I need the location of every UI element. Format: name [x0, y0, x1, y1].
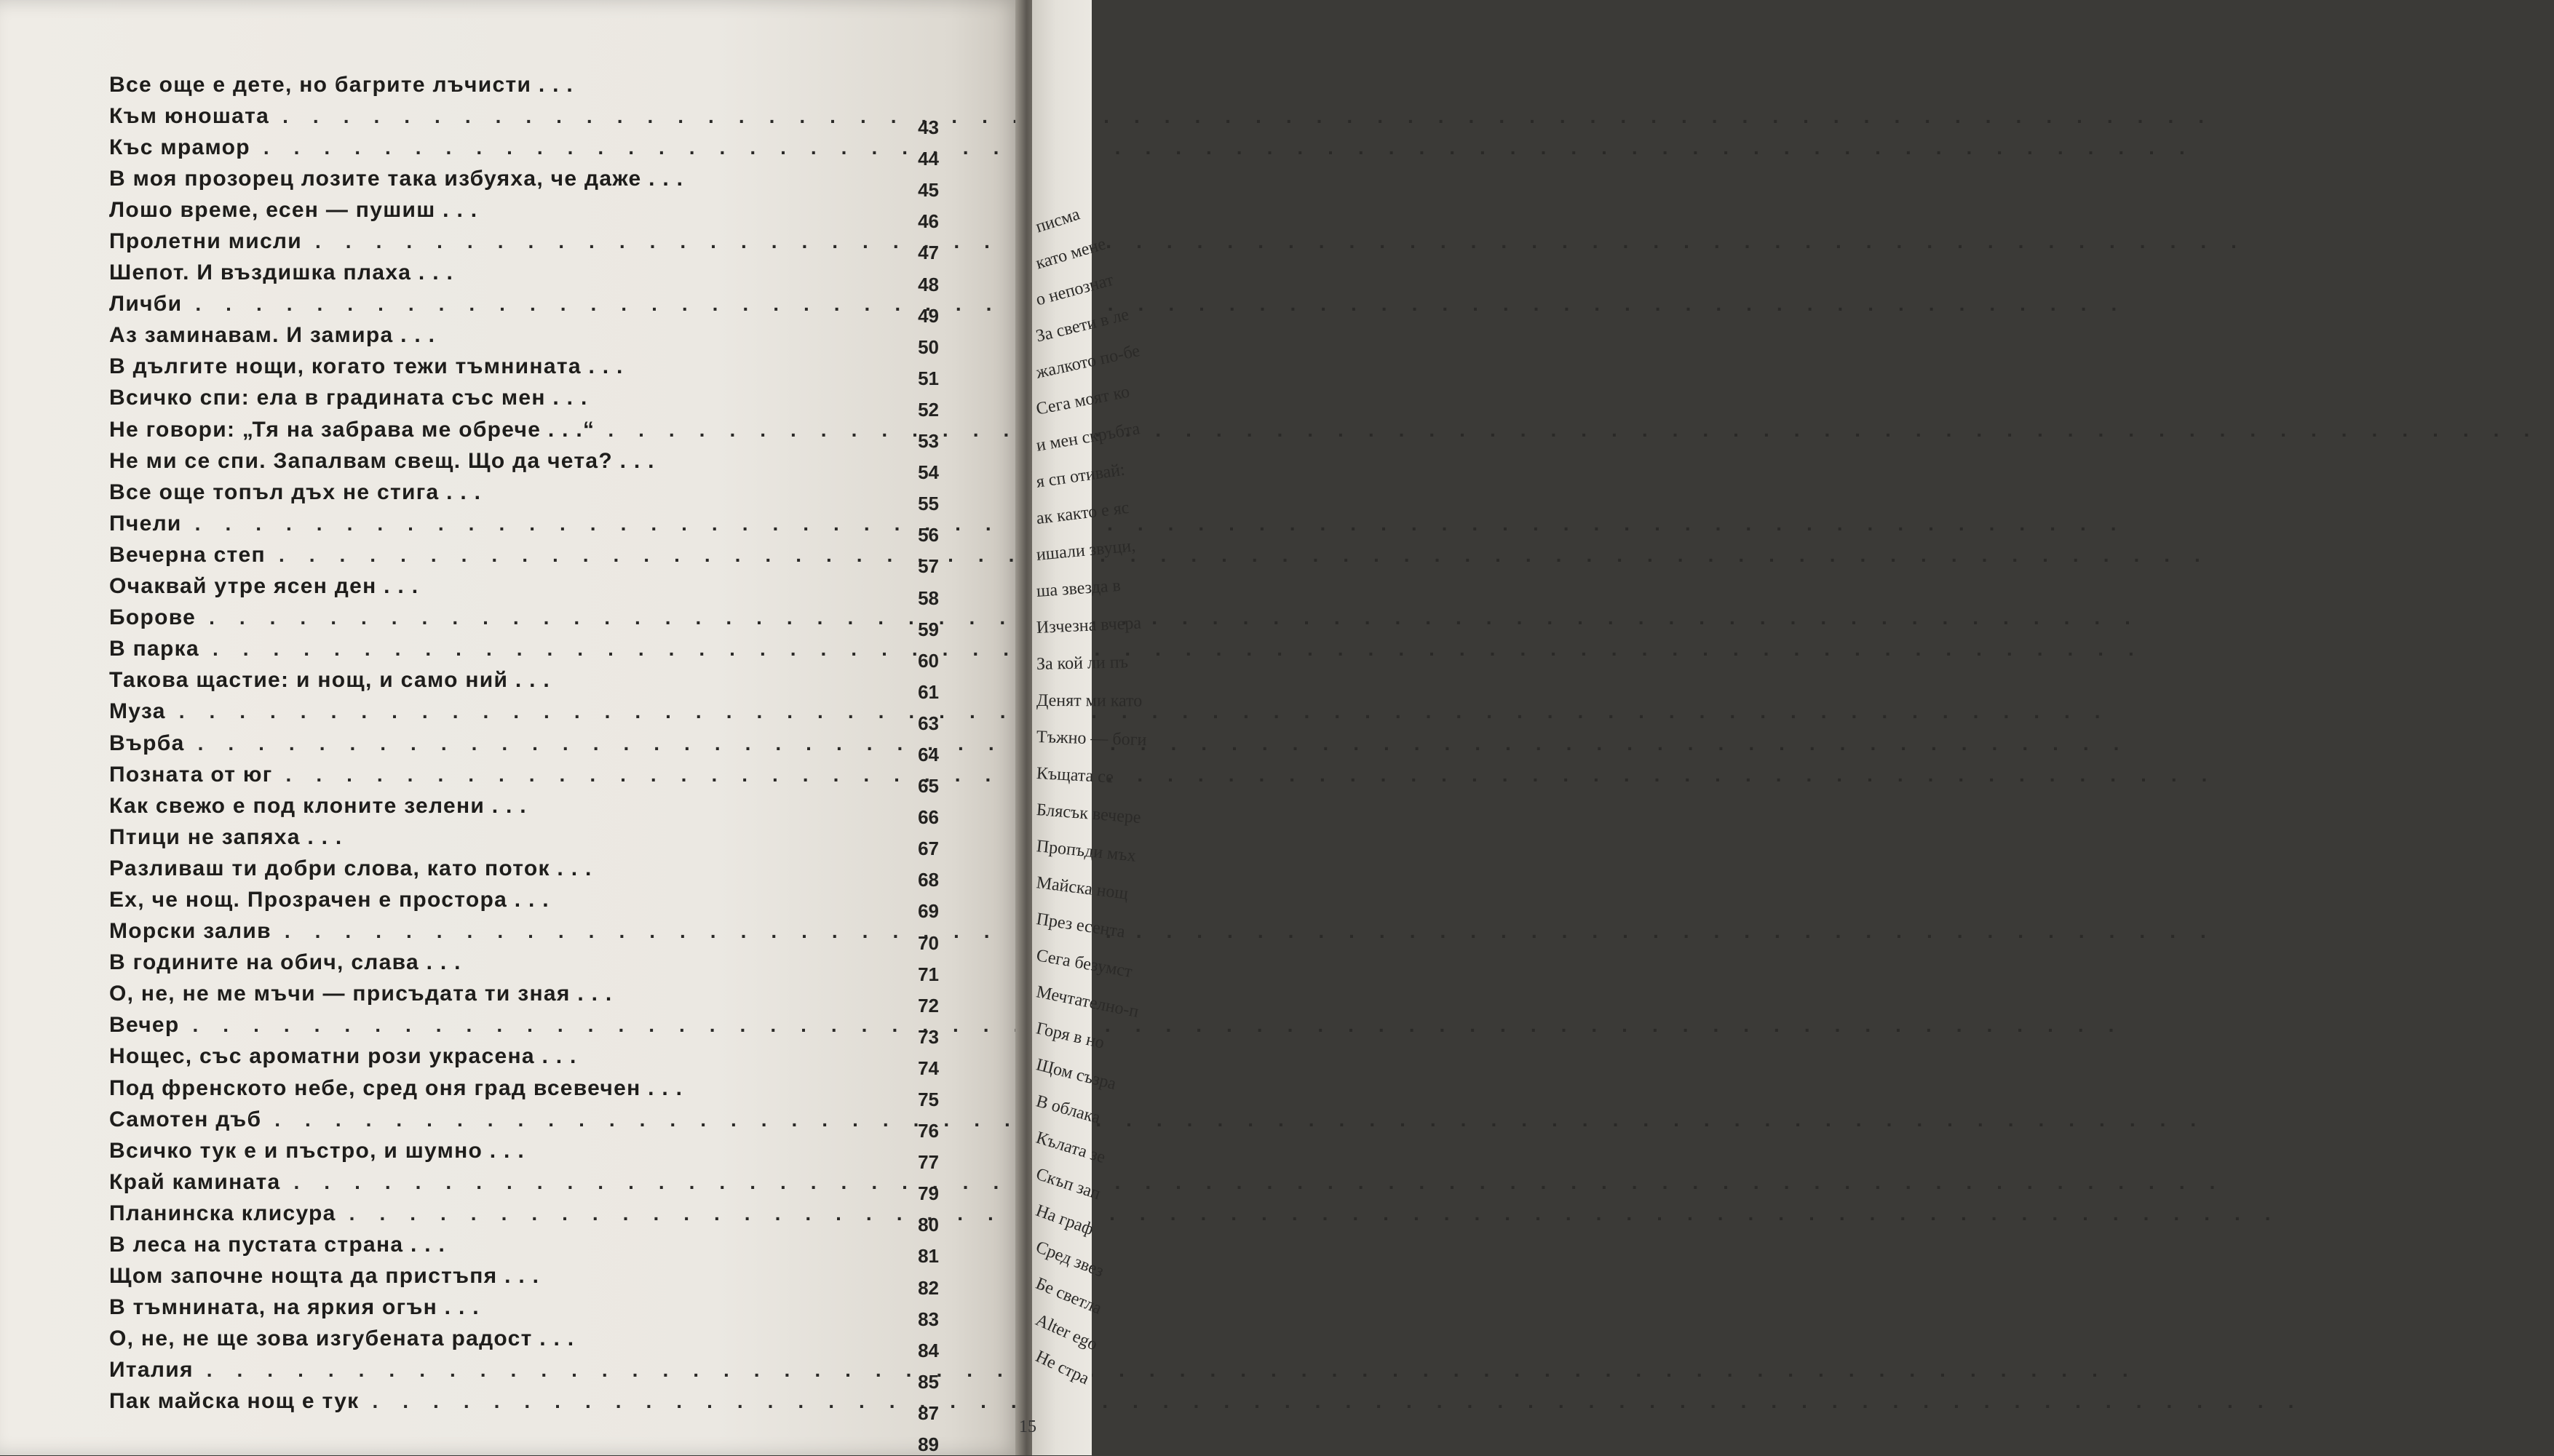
- toc-entry: [109, 1261, 968, 1299]
- toc-entry: [109, 320, 968, 358]
- toc-entry-title: В дългите нощи, когато тежи тъмнината . . .: [109, 354, 624, 379]
- right-page-line-fragment: През есента: [1035, 910, 1127, 942]
- toc-entry-page-number: 70: [918, 931, 939, 954]
- toc-entry-title: Муза: [109, 699, 166, 724]
- toc-entry: [109, 759, 968, 797]
- right-page-line-fragment: писма: [1033, 204, 1082, 237]
- toc-entry-title: Лошо време, есен — пушиш . . .: [109, 197, 478, 222]
- toc-entry-page-number: 43: [918, 116, 939, 139]
- dot-leader: [196, 606, 2155, 629]
- toc-entry: [109, 1229, 968, 1268]
- toc-entry-page-number: 52: [918, 398, 939, 421]
- toc-entry: [109, 696, 968, 734]
- right-page-line-fragment: жалкото по-бе: [1034, 341, 1142, 383]
- toc-entry: [109, 1324, 968, 1361]
- right-page-line-fragment: я сп отивай:: [1035, 460, 1127, 492]
- right-page-line-fragment: Блясък вечере: [1036, 800, 1142, 827]
- toc-entry-title: Не ми се спи. Запалвам свещ. Що да чета? . . .: [109, 448, 655, 473]
- toc-entry-page-number: 64: [918, 743, 939, 765]
- toc-entry-page-number: 84: [918, 1339, 939, 1361]
- toc-entry-title: Самотен дъб: [109, 1107, 262, 1131]
- toc-entry: [109, 602, 968, 640]
- toc-entry-page-number: 54: [918, 461, 939, 484]
- toc-entry: [109, 289, 968, 327]
- toc-entry: [109, 1198, 968, 1236]
- table-of-contents: [109, 69, 968, 1456]
- toc-entry-title: В парка: [109, 637, 199, 661]
- toc-entry: [109, 822, 968, 860]
- right-page-line-fragment: Не стра: [1032, 1347, 1092, 1389]
- right-page-line-fragment: ша звезда в: [1036, 576, 1122, 601]
- dot-leader: [182, 293, 2141, 316]
- dot-leader: [273, 763, 2232, 787]
- toc-entry-page-number: 79: [918, 1182, 939, 1205]
- dot-leader: [281, 1171, 2240, 1194]
- toc-entry-page-number: 89: [918, 1433, 939, 1456]
- toc-entry: [109, 539, 968, 578]
- toc-entry-title: Морски залив: [109, 919, 271, 944]
- dot-leader: [250, 136, 2210, 159]
- right-page-line-fragment: Пропъди мъх: [1035, 837, 1137, 866]
- toc-entry-page-number: 59: [918, 618, 939, 640]
- toc-entry-page-number: 47: [918, 242, 939, 264]
- toc-entry-page-number: 81: [918, 1245, 939, 1268]
- right-page-line-fragment: Денят ми като: [1036, 691, 1143, 711]
- right-page-line-fragment: Сега безумст: [1034, 946, 1134, 982]
- toc-entry: [109, 383, 968, 421]
- toc-entry-title: В тъмнината, на яркия огън . . .: [109, 1295, 480, 1320]
- toc-entry: [109, 69, 968, 100]
- toc-entry: [109, 351, 968, 389]
- toc-entry-page-number: 44: [918, 148, 939, 170]
- right-page-line-fragment: като мене: [1034, 234, 1109, 274]
- toc-entry-page-number: 46: [918, 210, 939, 233]
- toc-entry-page-number: 49: [918, 304, 939, 327]
- dot-leader: [194, 1358, 2153, 1382]
- toc-entry: [109, 634, 968, 672]
- toc-entry-title: Аз заминавам. И замира . . .: [109, 323, 436, 348]
- dot-leader: [595, 418, 2554, 442]
- toc-entry-title: В леса на пустата страна . . .: [109, 1233, 446, 1257]
- toc-entry-title: В моя прозорец лозите така избуяха, че даже . . .: [109, 166, 684, 191]
- toc-entry: [109, 445, 968, 484]
- toc-entry-title: Птици не запяха . . .: [109, 824, 343, 849]
- toc-entry-title: Позната от юг: [109, 762, 273, 787]
- dot-leader: [185, 732, 2144, 755]
- toc-entry-title: Вечер: [109, 1013, 180, 1038]
- right-page-line-fragment: Сред звез: [1033, 1237, 1106, 1281]
- right-page-line-fragment: ишали звуци,: [1035, 536, 1137, 565]
- toc-entry-title: Върба: [109, 731, 185, 755]
- dot-leader: [266, 544, 2225, 567]
- toc-entry-page-number: 87: [918, 1401, 939, 1424]
- toc-entry-page-number: 55: [918, 493, 939, 515]
- dot-leader: [269, 105, 2229, 128]
- toc-entry-title: Борове: [109, 605, 197, 630]
- toc-entry-title: Такова щастие: и нощ, и само ний . . .: [109, 668, 551, 693]
- right-page-line-fragment: Изчезна вчера: [1036, 613, 1142, 637]
- toc-entry: [109, 1355, 968, 1393]
- toc-entry-page-number: 72: [918, 994, 939, 1017]
- toc-entry: [109, 258, 968, 295]
- right-page-line-fragment: Бе светла: [1033, 1274, 1105, 1318]
- toc-entry-page-number: 67: [918, 838, 939, 860]
- toc-entry: [109, 790, 968, 829]
- toc-entry: [109, 1010, 968, 1048]
- toc-entry: [109, 979, 968, 1017]
- toc-entry: [109, 414, 968, 453]
- toc-entry-page-number: 61: [918, 680, 939, 703]
- toc-entry: [109, 1104, 968, 1142]
- dot-leader: [360, 1390, 2319, 1413]
- toc-entry-title: Не говори: „Тя на забрава ме обрече . . .“: [109, 417, 595, 442]
- toc-entry-page-number: 80: [918, 1214, 939, 1236]
- right-page-line-fragment: Щом съзра: [1034, 1055, 1119, 1094]
- right-page-line-fragment: о непознат: [1034, 270, 1116, 310]
- toc-entry-page-number: 71: [918, 963, 939, 985]
- toc-entry: [109, 132, 968, 170]
- right-page-line-fragment: Скъп зап: [1034, 1164, 1103, 1204]
- toc-entry-title: Все още топъл дъх не стига . . .: [109, 480, 482, 504]
- toc-entry: [109, 226, 968, 264]
- right-page-line-fragment: Къщата се: [1036, 764, 1114, 787]
- toc-entry-page-number: 82: [918, 1276, 939, 1299]
- toc-entry-title: Къс мрамор: [109, 135, 250, 159]
- toc-entry-page-number: 68: [918, 869, 939, 891]
- toc-entry-page-number: 74: [918, 1057, 939, 1079]
- toc-entry-title: Щом започне нощта да пристъпя . . .: [109, 1264, 540, 1289]
- toc-entry-page-number: 57: [918, 555, 939, 578]
- right-page-line-fragment: Майска нощ: [1035, 873, 1130, 904]
- toc-entry-page-number: 60: [918, 649, 939, 672]
- toc-entry: [109, 916, 968, 954]
- toc-entry: [109, 194, 968, 233]
- right-page-line-fragment: За свети в ле: [1034, 305, 1131, 346]
- toc-entry-title: Към юношата: [109, 103, 270, 128]
- toc-entry-page-number: 73: [918, 1025, 939, 1048]
- dot-leader: [199, 637, 2159, 661]
- toc-entry-page-number: 58: [918, 586, 939, 609]
- toc-entry-title: Пак майска нощ е тук: [109, 1389, 360, 1414]
- right-page-line-fragment: и мен скръбта: [1034, 419, 1141, 456]
- toc-entry: [109, 1135, 968, 1174]
- toc-entry: [109, 728, 968, 765]
- toc-entry-page-number: 48: [918, 273, 939, 295]
- toc-entry-page-number: 63: [918, 712, 939, 734]
- toc-entry-page-number: 66: [918, 806, 939, 829]
- toc-entry-page-number: 53: [918, 430, 939, 453]
- toc-entry: [109, 884, 968, 923]
- left-page: [0, 0, 1023, 1455]
- toc-entry-title: Планинска клисура: [109, 1201, 336, 1225]
- toc-entry: [109, 163, 968, 202]
- toc-entry-title: Италия: [109, 1358, 194, 1383]
- dot-leader: [182, 512, 2141, 536]
- toc-entry: [109, 1041, 968, 1079]
- right-page-line-fragment: За кой ли пъ: [1036, 653, 1129, 674]
- dot-leader: [166, 700, 2125, 723]
- toc-entry-page-number: 45: [918, 179, 939, 202]
- toc-entry-title: Вечерна степ: [109, 542, 266, 567]
- toc-entry: [109, 1417, 968, 1456]
- toc-entry-title: Край камината: [109, 1169, 281, 1194]
- toc-entry-title: Как свежо е под клоните зелени . . .: [109, 793, 527, 818]
- toc-entry: [109, 1073, 968, 1110]
- toc-entry-title: Ех, че нощ. Прозрачен е простора . . .: [109, 887, 550, 912]
- toc-entry: [109, 508, 968, 546]
- dot-leader: [302, 230, 2261, 253]
- right-page: [1032, 0, 1147, 1455]
- toc-entry-title: Шепот. И въздишка плаха . . .: [109, 260, 454, 285]
- toc-entry-page-number: 51: [918, 367, 939, 389]
- toc-entry: [109, 100, 968, 139]
- toc-entry: [109, 477, 968, 515]
- toc-entry-title: О, не, не ме мъчи — присъдата ти зная . . .: [109, 982, 613, 1006]
- toc-entry-title: Под френското небе, сред оня град всевечен . . .: [109, 1075, 683, 1100]
- toc-entry-title: Личби: [109, 292, 183, 317]
- toc-entry-page-number: 85: [918, 1370, 939, 1393]
- toc-entry-page-number: 56: [918, 524, 939, 546]
- toc-entry-page-number: 50: [918, 335, 939, 358]
- toc-entry: [109, 571, 968, 609]
- toc-entry-title: О, не, не ще зова изгубената радост . . .: [109, 1326, 575, 1351]
- toc-entry-title: Пчели: [109, 511, 182, 536]
- toc-entry: [109, 947, 968, 985]
- toc-entry-title: Пролетни мисли: [109, 229, 303, 254]
- right-page-line-fragment: На граф: [1033, 1201, 1096, 1240]
- toc-entry-page-number: 65: [918, 775, 939, 797]
- right-page-line-fragment: Кълата зе: [1034, 1128, 1108, 1168]
- right-page-number: 15: [1019, 1417, 1036, 1436]
- toc-entry-title: Всичко тук е и пъстро, и шумно . . .: [109, 1138, 525, 1163]
- right-page-line-fragment: Горя в но: [1034, 1019, 1106, 1053]
- toc-entry-title: В годините на обич, слава . . .: [109, 950, 461, 975]
- toc-entry-title: Очаквай утре ясен ден . . .: [109, 574, 419, 599]
- right-page-line-fragment: Alter ego: [1032, 1310, 1100, 1355]
- toc-entry-page-number: 69: [918, 900, 939, 923]
- toc-entry-page-number: 83: [918, 1308, 939, 1330]
- toc-entry: [109, 853, 968, 891]
- dot-leader: [336, 1202, 2296, 1225]
- toc-entry: [109, 665, 968, 703]
- right-page-line-fragment: ак както е яс: [1035, 498, 1130, 528]
- toc-entry-page-number: 76: [918, 1120, 939, 1142]
- dot-leader: [180, 1014, 2139, 1037]
- toc-entry-page-number: 75: [918, 1089, 939, 1110]
- toc-entry-page-number: 77: [918, 1151, 939, 1174]
- dot-leader: [261, 1108, 2221, 1131]
- toc-entry-title: Разливаш ти добри слова, като поток . . .: [109, 856, 592, 880]
- toc-entry-title: Все още е дете, но багрите лъчисти . . .: [109, 72, 574, 97]
- right-page-line-fragment: Мечтателно-п: [1034, 982, 1141, 1022]
- toc-entry: [109, 1166, 968, 1205]
- right-page-line-fragment: В облака: [1034, 1091, 1103, 1128]
- dot-leader: [271, 920, 2231, 943]
- right-page-line-fragment: Тъжно — боги: [1036, 728, 1147, 750]
- toc-entry: [109, 1292, 968, 1330]
- toc-entry: [109, 1386, 968, 1424]
- toc-entry-title: Нощес, със ароматни рози украсена . . .: [109, 1044, 577, 1069]
- toc-entry-title: Всичко спи: ела в градината със мен . . .: [109, 386, 588, 410]
- right-page-line-fragment: Сега моят ко: [1034, 382, 1132, 419]
